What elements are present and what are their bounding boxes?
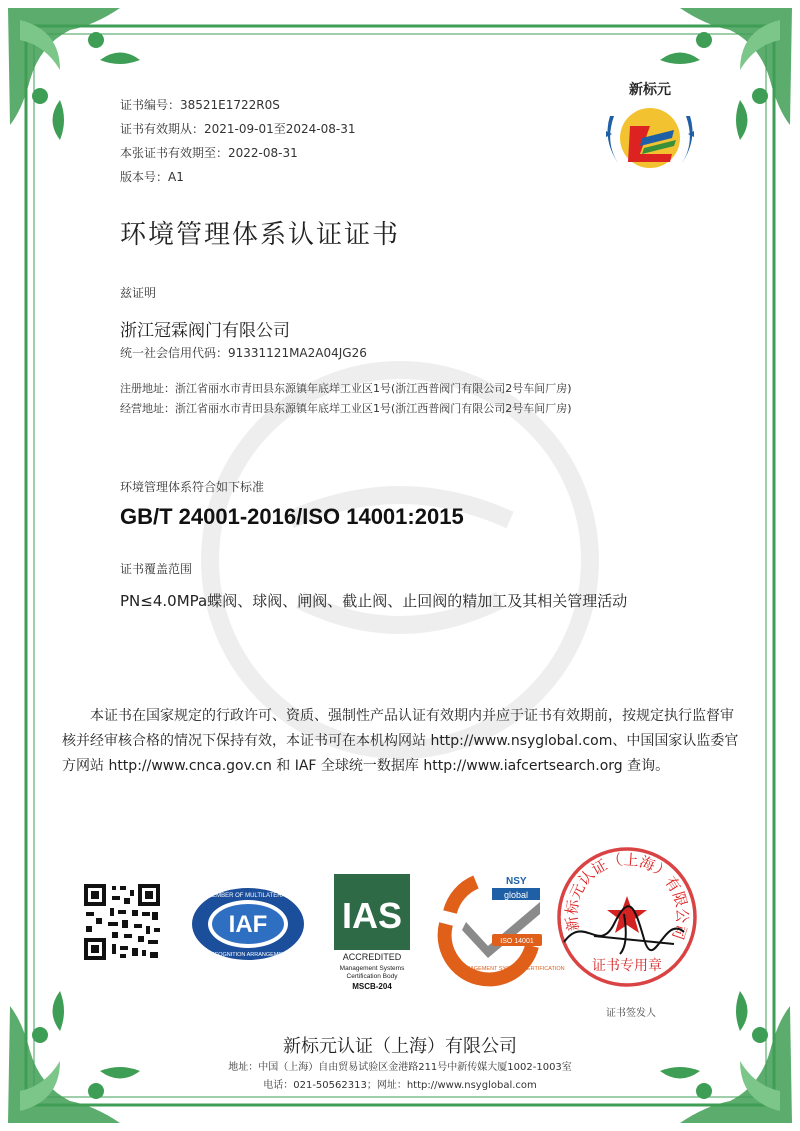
this-validity: 本张证书有效期至：2022-08-31 xyxy=(120,146,298,160)
logo-text: 新标元 xyxy=(629,82,671,98)
certificate-title: 环境管理体系认证证书 xyxy=(120,220,401,250)
ias-code: MSCB-204 xyxy=(352,982,392,991)
ias-logo-text: IAS xyxy=(341,895,403,936)
official-seal xyxy=(554,844,700,990)
nsy-iso14001-badge xyxy=(436,872,565,976)
nsy-iso-text: ISO 14001 xyxy=(500,938,534,945)
ias-badge xyxy=(334,874,412,994)
standard-label: 环境管理体系符合如下标准 xyxy=(120,480,265,494)
issuer-signature-label: 证书签发人 xyxy=(606,1008,656,1019)
nsy-logo xyxy=(592,76,708,182)
cert-number: 证书编号：38521E1722R0S xyxy=(120,98,280,112)
footer-contact: 电话：021-50562313；网址：http://www.nsyglobal.com xyxy=(263,1080,537,1091)
ias-accredited: ACCREDITED xyxy=(342,952,402,962)
nsy-ring-text: MANAGEMENT SYSTEM CERTIFICATION xyxy=(458,966,565,972)
certification-scope: PN≤4.0MPa蝶阀、球阀、闸阀、截止阀、止回阀的精加工及其相关管理活动 xyxy=(120,592,628,610)
scope-label: 证书覆盖范围 xyxy=(120,562,193,576)
nsy-brand-global: global xyxy=(503,890,529,900)
iaf-badge xyxy=(190,886,306,962)
operating-address: 经营地址：浙江省丽水市青田县东源镇年底垟工业区1号(浙江西普阀门有限公司2号车间厂房) xyxy=(120,402,572,415)
version-number: 版本号：A1 xyxy=(120,170,184,184)
iaf-top-text: MEMBER OF MULTILATERAL xyxy=(207,893,289,899)
standard-code: GB/T 24001-2016/ISO 14001:2015 xyxy=(120,504,464,529)
iaf-bottom-text: RECOGNITION ARRANGEMENT xyxy=(206,952,290,958)
registered-address: 注册地址：浙江省丽水市青田县东源镇年底垟工业区1号(浙江西普阀门有限公司2号车间厂房) xyxy=(120,382,572,395)
iaf-text: IAF xyxy=(228,911,268,938)
ias-line2: Certification Body xyxy=(346,973,398,980)
validity-notice: 本证书在国家规定的行政许可、资质、强制性产品认证有效期内并应于证书有效期前，按规定执行监督审核并经审核合格的情况下保持有效，本证书可在本机构网站 http://www.nsyglobal.com、中国国家认监委官方网站 http://www.cnca.gov.cn 和 IAF 全球统一数据库 http://www.iafcertsearch.org 查询。 xyxy=(62,708,739,774)
watermark-emblem xyxy=(210,370,590,750)
nsy-brand: NSY xyxy=(506,876,527,887)
certify-label: 兹证明 xyxy=(120,286,157,300)
qr-code xyxy=(82,882,162,962)
validity-range: 证书有效期从：2021-09-01至2024-08-31 xyxy=(120,122,356,136)
ias-line1: Management Systems xyxy=(339,965,405,972)
seal-bottom-text: 证书专用章 xyxy=(592,958,662,974)
credit-code: 统一社会信用代码：91331121MA2A04JG26 xyxy=(120,346,367,360)
issuing-body-name: 新标元认证（上海）有限公司 xyxy=(283,1036,517,1057)
seal-arc-text: 新标元认证（上海）有限公司 xyxy=(562,850,692,942)
footer-address: 地址：中国（上海）自由贸易试验区金港路211号中新传媒大厦1002-1003室 xyxy=(228,1062,572,1073)
company-name: 浙江冠霖阀门有限公司 xyxy=(120,321,290,341)
